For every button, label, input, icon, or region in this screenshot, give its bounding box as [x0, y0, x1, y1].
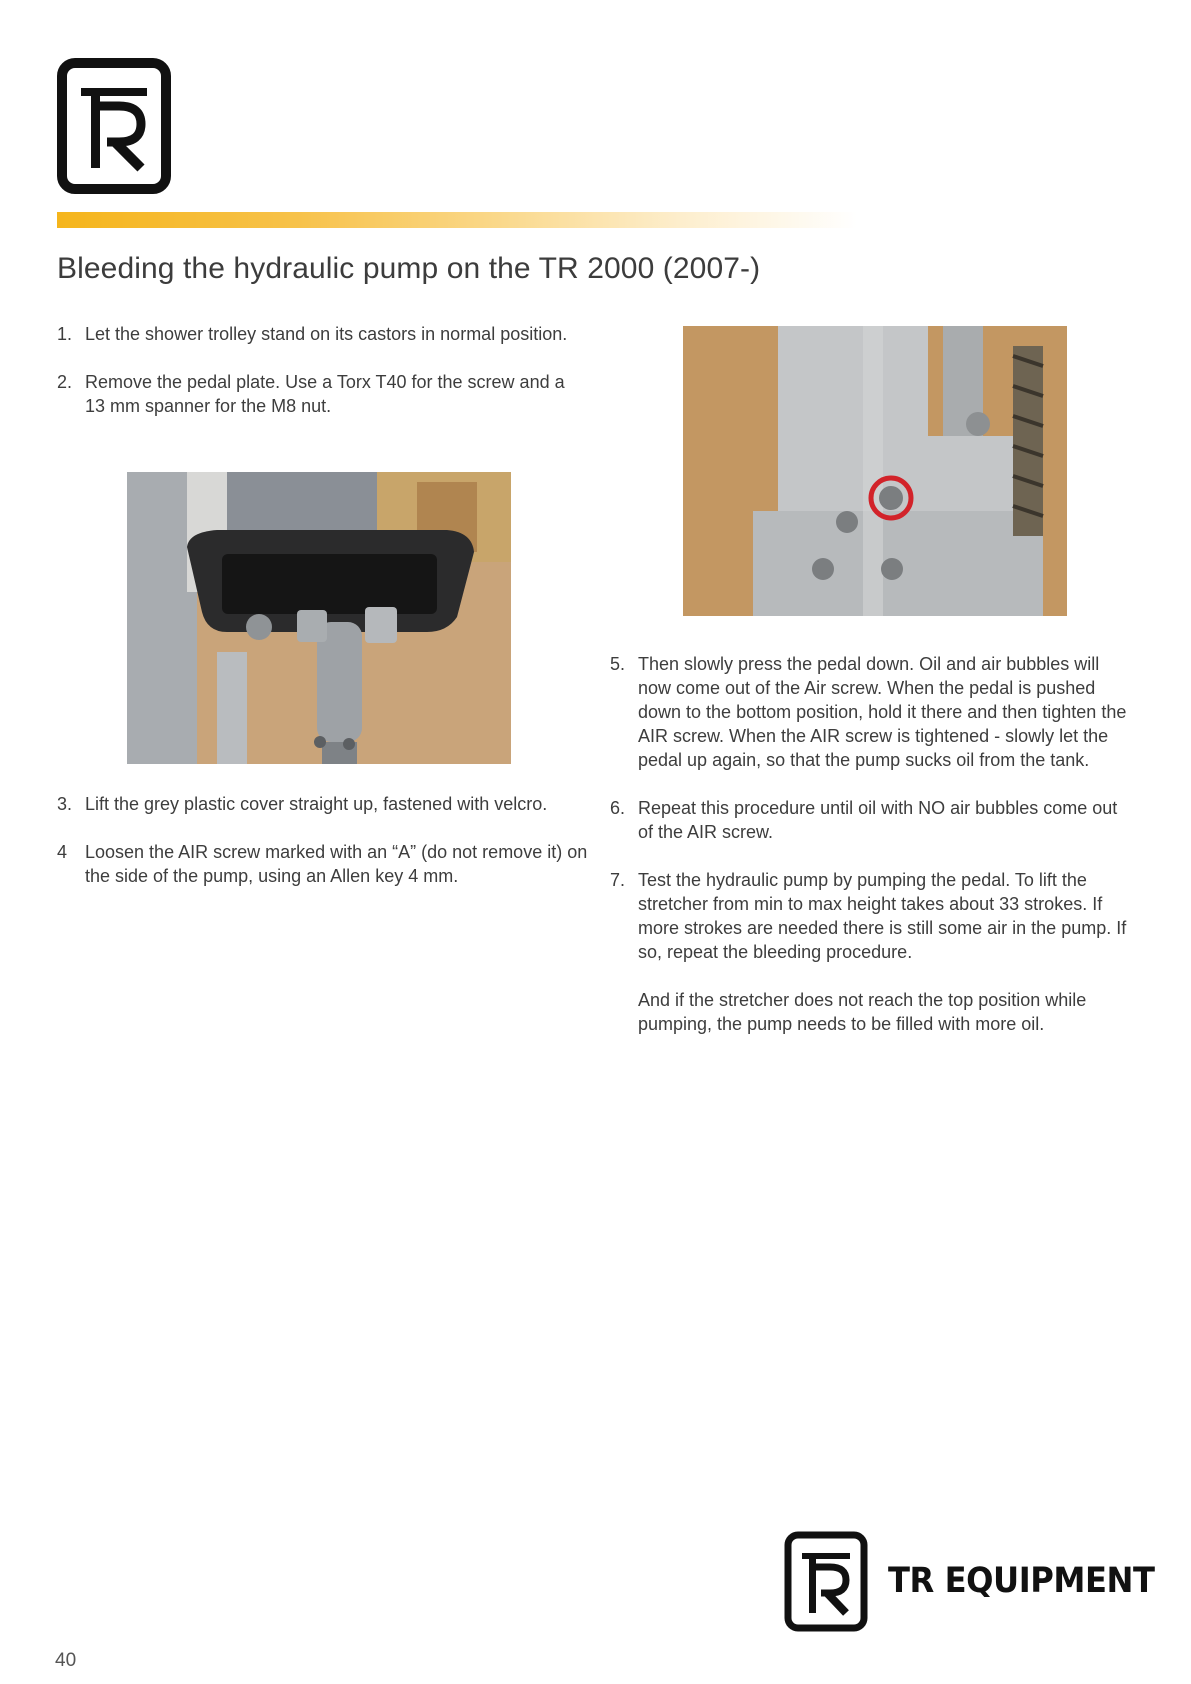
- step-text: Remove the pedal plate. Use a Torx T40 for the screw and a 13 mm spanner for the M8 nut.: [85, 372, 565, 416]
- tr-logo-icon: [57, 58, 171, 194]
- step-text: Then slowly press the pedal down. Oil and air bubbles will now come out of the Air screw. When the pedal is pushed down to the bottom position, hold it there and then tighten the AIR screw. When the AIR screw is tightened - slowly let the pedal up again, so that the pump sucks oil from the tank.: [638, 654, 1127, 770]
- step-item: [57, 840, 602, 888]
- step-item: [57, 370, 587, 418]
- step-number: 1.: [57, 324, 73, 344]
- step-text: Lift the grey plastic cover straight up, fastened with velcro.: [85, 794, 548, 814]
- step-number: 7.: [610, 870, 626, 890]
- page-number: 40: [55, 1650, 77, 1671]
- step-text: Let the shower trolley stand on its castors in normal position.: [85, 324, 568, 344]
- step-item: [57, 322, 587, 346]
- steps-list-left-bottom: [57, 792, 602, 912]
- page-title: Bleeding the hydraulic pump on the TR 2000 (2007-): [57, 252, 761, 285]
- step-item: [610, 868, 1135, 1036]
- pedal-plate-photo: [127, 472, 511, 764]
- step-text: Repeat this procedure until oil with NO air bubbles come out of the AIR screw.: [638, 798, 1118, 842]
- step-item: [57, 792, 602, 816]
- step-text: Test the hydraulic pump by pumping the pedal. To lift the stretcher from min to max height takes about 33 strokes. If more strokes are needed there is still some air in the pump. If so, repeat the bleeding procedure.: [638, 870, 1127, 962]
- brand-name: TR EQUIPMENT: [888, 1561, 1155, 1601]
- accent-divider: [57, 212, 857, 228]
- step-note: And if the stretcher does not reach the top position while pumping, the pump needs to be filled with more oil.: [638, 990, 1087, 1034]
- step-number: 4: [57, 842, 68, 862]
- pump-air-screw-photo: [683, 326, 1067, 616]
- step-number: 3.: [57, 794, 73, 814]
- step-number: 2.: [57, 372, 73, 392]
- step-text-group: [638, 868, 1135, 1036]
- tr-logo-icon: [784, 1531, 868, 1632]
- step-item: [610, 652, 1135, 772]
- steps-list-left-top: [57, 322, 587, 442]
- step-item: [610, 796, 1135, 844]
- step-text: Loosen the AIR screw marked with an “A” (do not remove it) on the side of the pump, using an Allen key 4 mm.: [85, 842, 588, 886]
- step-number: 6.: [610, 798, 626, 818]
- steps-list-right: [610, 652, 1135, 1060]
- step-number: 5.: [610, 654, 626, 674]
